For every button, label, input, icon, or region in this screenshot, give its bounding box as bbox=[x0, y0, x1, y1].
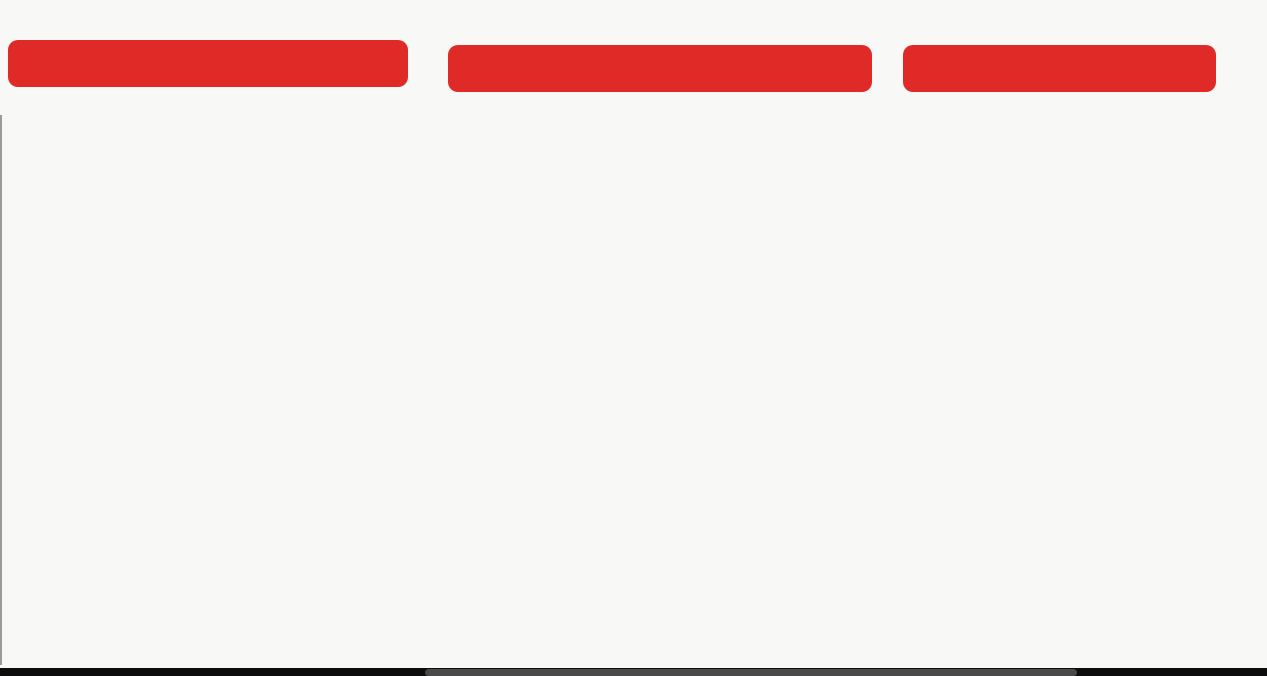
banner-gender-region-sign-phone bbox=[448, 45, 872, 92]
screen-edge-artifact bbox=[0, 115, 2, 665]
bottom-scrollbar-track bbox=[0, 668, 1267, 676]
banner-avatar-link bbox=[903, 45, 1216, 92]
banner-id-weixin-name bbox=[8, 40, 408, 87]
horizontal-scrollbar-thumb[interactable] bbox=[425, 669, 1077, 676]
